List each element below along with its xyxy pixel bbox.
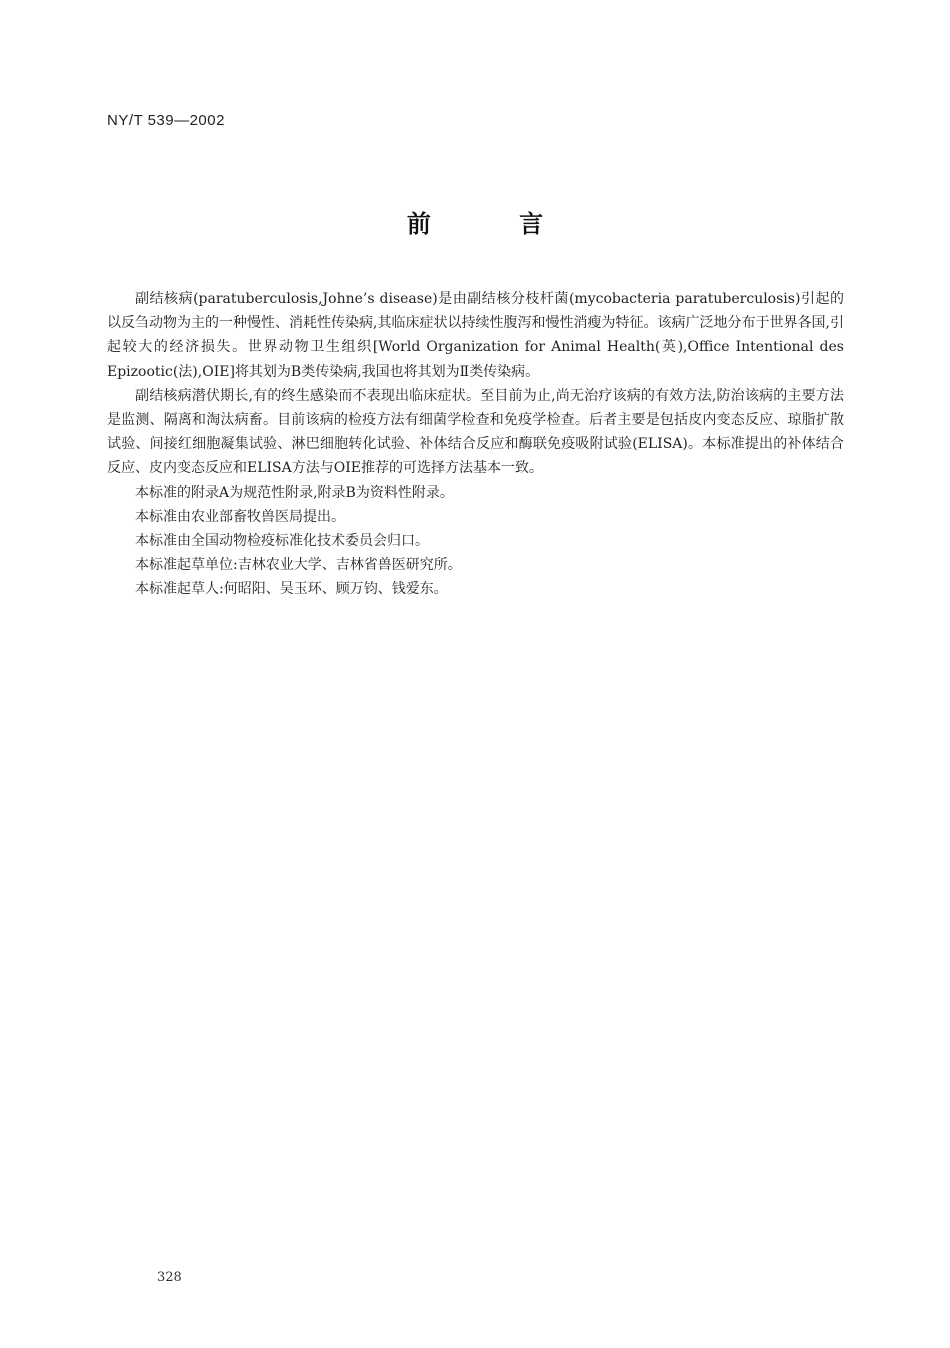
paragraph-appendix: 本标准的附录A为规范性附录,附录B为资料性附录。: [135, 484, 454, 501]
foreword-body: [107, 287, 844, 602]
paragraph-drafting-units: 本标准起草单位:吉林农业大学、吉林省兽医研究所。: [135, 557, 462, 574]
paragraph-disease-intro: 副结核病(paratuberculosis,Johne’s disease)是由副结核分枝杆菌(mycobacteria paratuberculosis)引起的以反刍动物为主的一种慢性、消耗性传染病,其临床症状以持续性腹泻和慢性消瘦为特征。该病广泛地分布于世界各国,引起较大的经济损失。世界动物卫生组织[World Organization for Animal Health(英),Office Intentional des Epizootic(法),OIE]将其划为B类传染病,我国也将其划为Ⅱ类传染病。: [107, 291, 844, 380]
standard-code: NY/T 539—2002: [107, 112, 225, 129]
page-number: 328: [157, 1270, 182, 1285]
paragraph-centralized-by: 本标准由全国动物检疫标准化技术委员会归口。: [135, 533, 429, 550]
page-title: 前 言: [406, 210, 584, 238]
paragraph-drafters: 本标准起草人:何昭阳、吴玉环、顾万钧、钱爱东。: [135, 581, 448, 598]
paragraph-proposed-by: 本标准由农业部畜牧兽医局提出。: [135, 508, 345, 525]
paragraph-diagnosis-methods: 副结核病潜伏期长,有的终生感染而不表现出临床症状。至目前为止,尚无治疗该病的有效方法,防治该病的主要方法是监测、隔离和淘汰病畜。目前该病的检疫方法有细菌学检查和免疫学检查。后者主要是包括皮内变态反应、琼脂扩散试验、间接红细胞凝集试验、淋巴细胞转化试验、补体结合反应和酶联免疫吸附试验(ELISA)。本标准提出的补体结合反应、皮内变态反应和ELISA方法与OIE推荐的可选择方法基本一致。: [107, 387, 844, 477]
